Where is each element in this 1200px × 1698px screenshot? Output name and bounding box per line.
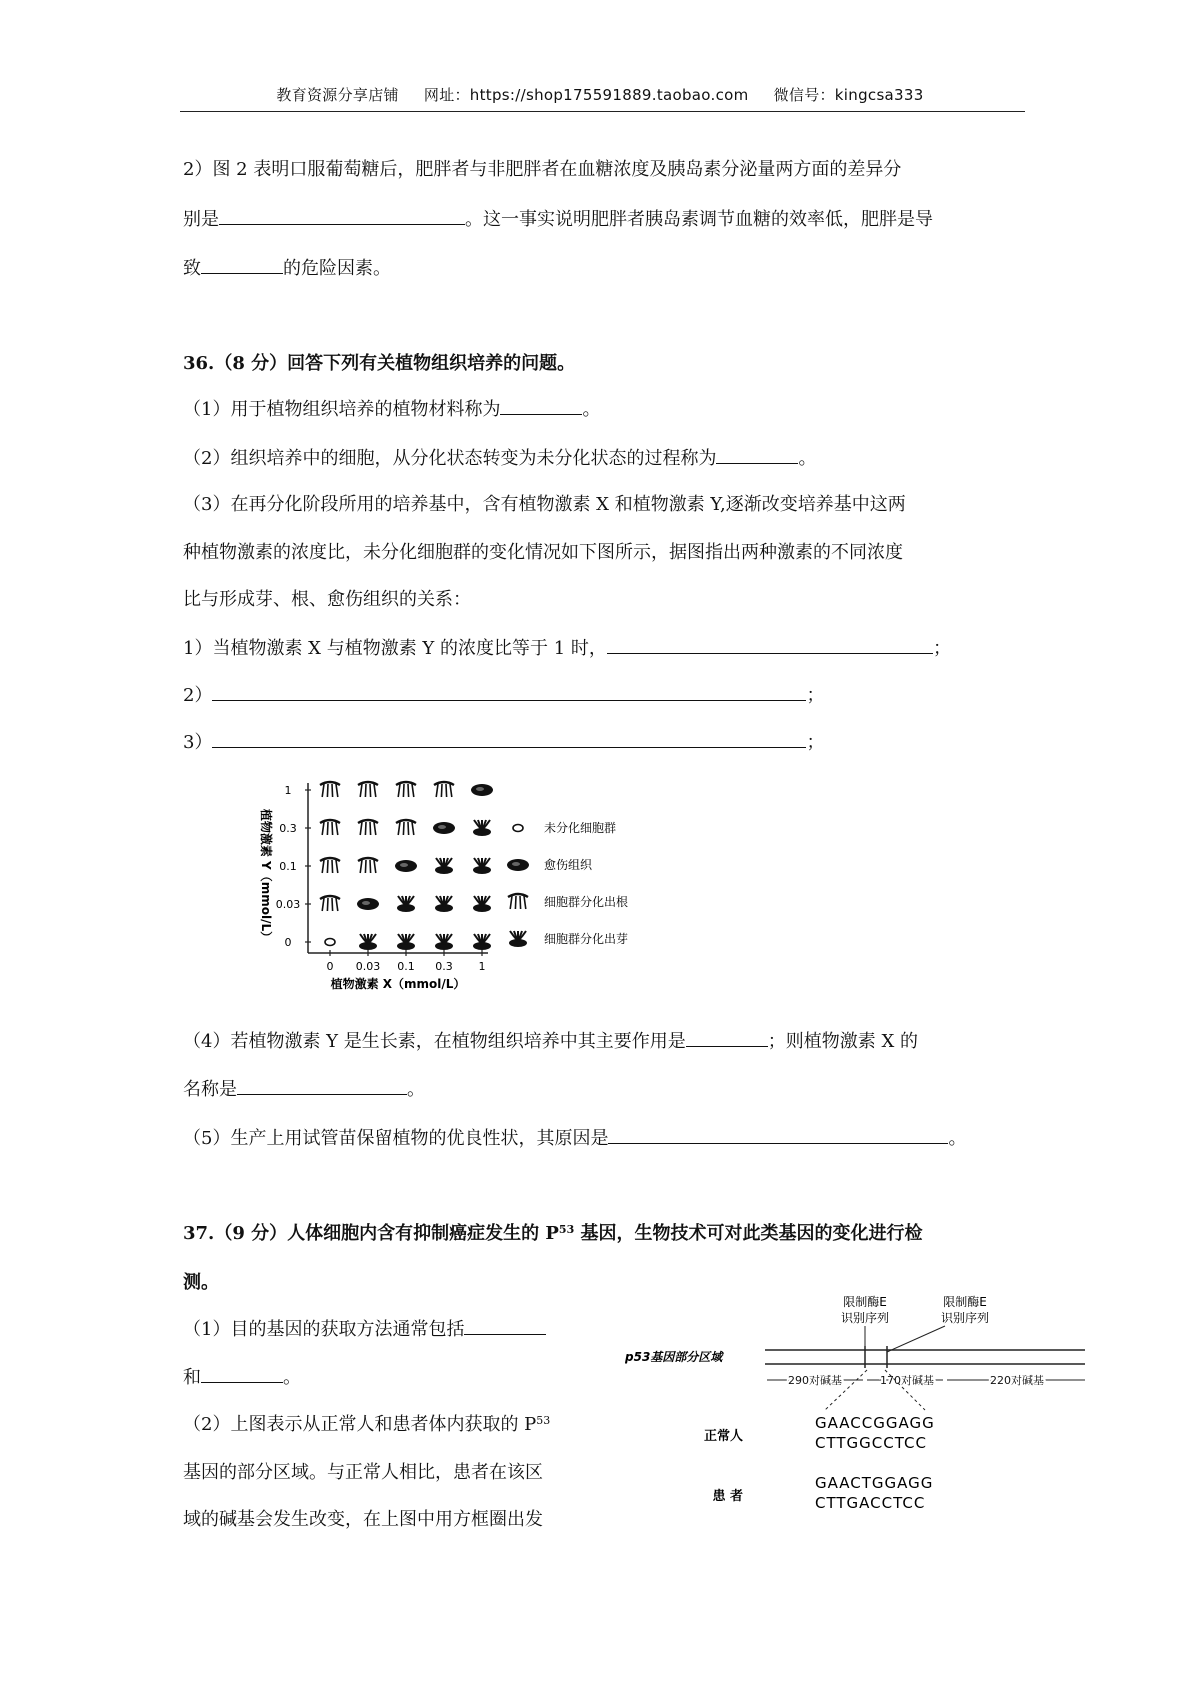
p53-gene-diagram bbox=[625, 1290, 1095, 1530]
q37-part-1: （1）目的基因的获取方法通常包括 bbox=[183, 1318, 546, 1341]
p53-gene-figure bbox=[625, 1290, 1095, 1530]
q36-part-5: （5）生产上用试管苗保留植物的优良性状，其原因是 。 bbox=[183, 1128, 967, 1149]
y-axis-label: 植物激素 Y（mmol/L） bbox=[259, 808, 273, 944]
legend-label: 未分化细胞群 bbox=[544, 821, 617, 835]
y-tick-label: 0.3 bbox=[279, 822, 297, 835]
root-icon bbox=[434, 782, 454, 797]
grid-cell bbox=[434, 782, 454, 797]
q37-title-line-2: 测。 bbox=[183, 1272, 219, 1293]
segment-3-label: 220对碱基 bbox=[990, 1374, 1044, 1387]
x-tick-label: 0 bbox=[326, 960, 334, 973]
q36-sub-2: 2） ； bbox=[183, 685, 825, 706]
grid-cell bbox=[358, 858, 378, 873]
answer-blank[interactable] bbox=[219, 208, 465, 225]
callus-icon bbox=[395, 860, 417, 872]
legend-item bbox=[509, 931, 628, 947]
callus-icon bbox=[471, 784, 493, 796]
shoot-icon bbox=[473, 858, 491, 874]
grid-cell bbox=[397, 934, 415, 950]
legend-label: 细胞群分化出芽 bbox=[544, 932, 629, 946]
x-tick-label: 0.1 bbox=[397, 960, 415, 973]
answer-blank[interactable] bbox=[464, 1318, 546, 1335]
q36-part-3-line-1: （3）在再分化阶段所用的培养基中，含有植物激素 X 和植物激素 Y,逐渐改变培养基中这两 bbox=[183, 494, 906, 515]
grid-cell bbox=[433, 822, 455, 834]
q36-part-3-line-3: 比与形成芽、根、愈伤组织的关系： bbox=[183, 589, 471, 610]
grid-cell bbox=[435, 896, 453, 912]
hormone-ratio-grid bbox=[248, 778, 688, 1000]
patient-bottom-strand: CTTGACCTCC bbox=[815, 1494, 926, 1512]
grid-cell bbox=[325, 939, 335, 946]
undiff-icon bbox=[325, 939, 335, 946]
answer-blank[interactable] bbox=[608, 1127, 948, 1144]
patient-label: 患 者 bbox=[712, 1489, 743, 1504]
answer-blank[interactable] bbox=[716, 447, 798, 464]
q36-part-4-line-2: 名称是 。 bbox=[183, 1079, 425, 1100]
answer-blank[interactable] bbox=[686, 1030, 768, 1047]
answer-blank[interactable] bbox=[500, 398, 582, 415]
grid-cell bbox=[320, 896, 340, 911]
grid-cell bbox=[320, 858, 340, 873]
enzyme-f-site-label: 识别序列 bbox=[940, 1311, 990, 1325]
shop-url: 网址：https://shop175591889.taobao.com bbox=[423, 86, 749, 104]
root-icon bbox=[320, 782, 340, 797]
shoot-icon bbox=[473, 820, 491, 836]
shoot-icon bbox=[435, 934, 453, 950]
x-axis-label: 植物激素 X（mmol/L） bbox=[330, 977, 466, 991]
shoot-icon bbox=[473, 896, 491, 912]
normal-top-strand: GAACCGGAGG bbox=[815, 1414, 935, 1432]
grid-cell bbox=[357, 898, 379, 910]
grid-cell bbox=[473, 934, 491, 950]
root-icon bbox=[320, 896, 340, 911]
legend-item bbox=[508, 894, 628, 909]
legend-item bbox=[513, 820, 616, 835]
q35-line-1: 2）图 2 表明口服葡萄糖后，肥胖者与非肥胖者在血糖浓度及胰岛素分泌量两方面的差异分 bbox=[183, 159, 902, 180]
legend-item bbox=[507, 857, 593, 872]
answer-blank[interactable] bbox=[607, 637, 933, 654]
q37-part-2-line-3: 域的碱基会发生改变，在上图中用方框圈出发 bbox=[183, 1509, 543, 1530]
answer-blank[interactable] bbox=[201, 1366, 283, 1383]
root-icon bbox=[396, 820, 416, 835]
y-tick-label: 1 bbox=[284, 784, 292, 797]
y-tick-label: 0.1 bbox=[279, 860, 297, 873]
shoot-icon bbox=[509, 931, 527, 947]
undiff-icon bbox=[513, 825, 523, 832]
legend-label: 细胞群分化出根 bbox=[544, 895, 629, 909]
q37-title-line-1: 37.（9 分）人体细胞内含有抑制癌症发生的 $P^{53}$ 基因，生物技术可对此类基因的变化进行检 bbox=[183, 1223, 923, 1244]
shoot-icon bbox=[473, 934, 491, 950]
wechat-id: 微信号：kingcsa333 bbox=[773, 86, 924, 104]
shop-name: 教育资源分享店铺 bbox=[276, 86, 399, 104]
gene-region-label: p53基因部分区域 bbox=[625, 1350, 723, 1364]
root-icon bbox=[358, 858, 378, 873]
enzyme-f-label: 限制酶E bbox=[943, 1295, 987, 1309]
shoot-icon bbox=[397, 896, 415, 912]
answer-blank[interactable] bbox=[201, 257, 283, 274]
shoot-icon bbox=[435, 896, 453, 912]
x-tick-label: 0.03 bbox=[355, 960, 381, 973]
grid-cell bbox=[396, 820, 416, 835]
q35-line-2: 别是 。这一事实说明肥胖者胰岛素调节血糖的效率低，肥胖是导 bbox=[183, 209, 933, 230]
grid-cell bbox=[473, 858, 491, 874]
q36-sub-3: 3） ； bbox=[183, 732, 825, 753]
y-tick-label: 0 bbox=[284, 936, 292, 949]
callus-icon bbox=[507, 859, 529, 871]
legend-label: 愈伤组织 bbox=[544, 858, 593, 872]
root-icon bbox=[358, 782, 378, 797]
q36-title: 36.（8 分）回答下列有关植物组织培养的问题。 bbox=[183, 353, 576, 374]
y-tick-label: 0.03 bbox=[275, 898, 301, 911]
grid-cell bbox=[358, 820, 378, 835]
enzyme-e-site-label: 识别序列 bbox=[840, 1311, 890, 1325]
grid-cell bbox=[395, 860, 417, 872]
root-icon bbox=[396, 782, 416, 797]
segment-2-label: 170对碱基 bbox=[880, 1374, 934, 1387]
grid-cell bbox=[396, 782, 416, 797]
root-icon bbox=[320, 858, 340, 873]
grid-cell bbox=[471, 784, 493, 796]
answer-blank[interactable] bbox=[212, 684, 806, 701]
q37-part-2-line-1: （2）上图表示从正常人和患者体内获取的 $P^{53}$ bbox=[183, 1414, 551, 1435]
normal-label: 正常人 bbox=[703, 1429, 743, 1444]
q36-part-3-line-2: 种植物激素的浓度比，未分化细胞群的变化情况如下图所示，据图指出两种激素的不同浓度 bbox=[183, 542, 903, 563]
shoot-icon bbox=[435, 858, 453, 874]
grid-cell bbox=[473, 896, 491, 912]
x-tick-label: 1 bbox=[478, 960, 486, 973]
segment-1-label: 290对碱基 bbox=[788, 1374, 842, 1387]
shoot-icon bbox=[359, 934, 377, 950]
callus-icon bbox=[433, 822, 455, 834]
grid-cell bbox=[435, 858, 453, 874]
q37-part-2-line-2: 基因的部分区域。与正常人相比，患者在该区 bbox=[183, 1462, 543, 1483]
grid-cell bbox=[359, 934, 377, 950]
grid-cell bbox=[320, 820, 340, 835]
header-rule bbox=[180, 111, 1025, 112]
root-icon bbox=[320, 820, 340, 835]
callus-icon bbox=[357, 898, 379, 910]
q36-sub-1: 1）当植物激素 X 与植物激素 Y 的浓度比等于 1 时， ； bbox=[183, 638, 951, 659]
enzyme-e-label: 限制酶E bbox=[843, 1295, 887, 1309]
answer-blank[interactable] bbox=[237, 1078, 407, 1095]
page-header bbox=[180, 84, 1020, 105]
grid-cell bbox=[473, 820, 491, 836]
answer-blank[interactable] bbox=[212, 731, 806, 748]
grid-cell bbox=[435, 934, 453, 950]
patient-top-strand: GAACTGGAGG bbox=[815, 1474, 934, 1492]
hormone-ratio-figure bbox=[248, 778, 688, 1000]
q36-part-1: （1）用于植物组织培养的植物材料称为 。 bbox=[183, 399, 601, 420]
grid-cell bbox=[358, 782, 378, 797]
q36-part-4-line-1: （4）若植物激素 Y 是生长素，在植物组织培养中其主要作用是 ；则植物激素 X 的 bbox=[183, 1031, 919, 1052]
q35-line-3: 致 的危险因素。 bbox=[183, 258, 391, 279]
q37-part-1-cont: 和 。 bbox=[183, 1367, 301, 1388]
normal-bottom-strand: CTTGGCCTCC bbox=[815, 1434, 927, 1452]
grid-cell bbox=[397, 896, 415, 912]
grid-cell bbox=[320, 782, 340, 797]
root-icon bbox=[508, 894, 528, 909]
x-tick-label: 0.3 bbox=[435, 960, 453, 973]
q36-part-2: （2）组织培养中的细胞，从分化状态转变为未分化状态的过程称为 。 bbox=[183, 448, 817, 469]
shoot-icon bbox=[397, 934, 415, 950]
enzyme-f-pointer bbox=[887, 1326, 945, 1352]
root-icon bbox=[358, 820, 378, 835]
